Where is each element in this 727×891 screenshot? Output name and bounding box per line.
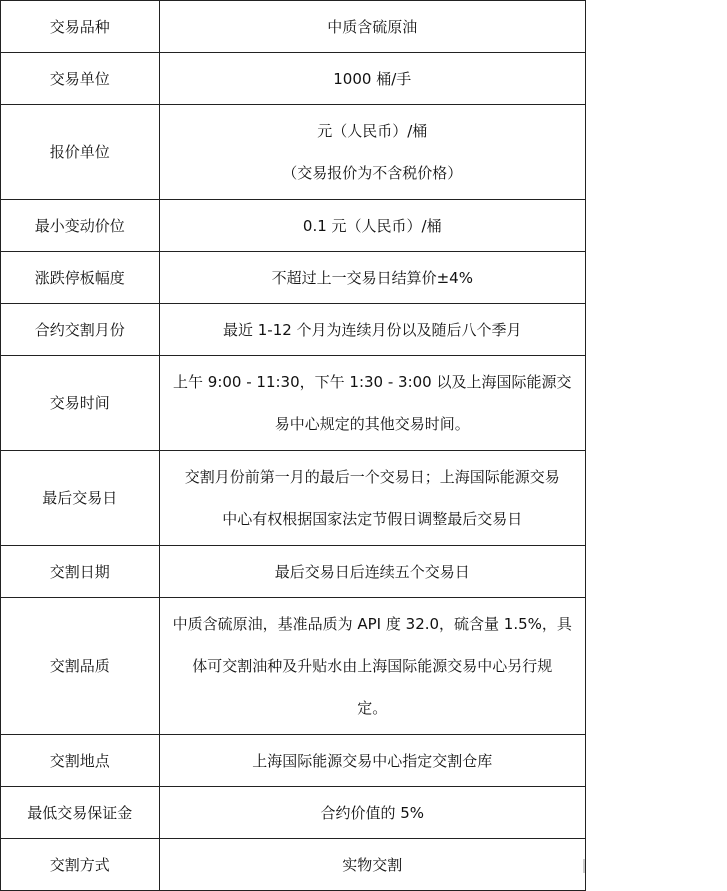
row-value [159, 1, 585, 53]
row-label: 最低交易保证金 [1, 787, 160, 839]
row-value-line: 定。 [357, 699, 388, 717]
row-value [159, 304, 585, 356]
row-value-line: 中心有权根据国家法定节假日调整最后交易日 [222, 510, 523, 528]
row-value [159, 546, 585, 598]
row-value [159, 787, 585, 839]
row-value-line: 实物交割 [342, 855, 403, 874]
row-value-line: 最近 1-12 个月为连续月份以及随后八个季月 [222, 320, 522, 339]
row-value-line: 0.1 元（人民币）/桶 [302, 216, 442, 235]
page-edge-divider [583, 859, 585, 873]
row-value [159, 200, 585, 252]
table-row [1, 598, 586, 735]
table-row [1, 105, 586, 200]
row-label: 交割方式 [1, 839, 160, 891]
table-row [1, 735, 586, 787]
table-row [1, 356, 586, 451]
table-row [1, 787, 586, 839]
table-row [1, 53, 586, 105]
row-label: 交割品质 [1, 598, 160, 735]
row-value-line: 元（人民币）/桶 [317, 122, 428, 140]
row-value-line: 体可交割油种及升贴水由上海国际能源交易中心另行规 [192, 657, 553, 675]
row-value-line: 中质含硫原油 [327, 17, 418, 36]
row-label: 交易时间 [1, 356, 160, 451]
row-value-line: 上海国际能源交易中心指定交割仓库 [252, 751, 493, 770]
row-value-line: 最后交易日后连续五个交易日 [274, 562, 470, 581]
row-value-line: 上午 9:00 - 11:30，下午 1:30 - 3:00 以及上海国际能源交 [173, 373, 572, 391]
row-label: 交易单位 [1, 53, 160, 105]
row-value-line: 不超过上一交易日结算价±4% [271, 268, 473, 287]
row-value-line: （交易报价为不含税价格） [282, 164, 463, 182]
table-row [1, 451, 586, 546]
row-label: 交割日期 [1, 546, 160, 598]
table-row [1, 200, 586, 252]
table-row [1, 1, 586, 53]
row-value [159, 252, 585, 304]
row-label: 报价单位 [1, 105, 160, 200]
row-label: 最后交易日 [1, 451, 160, 546]
row-label: 涨跌停板幅度 [1, 252, 160, 304]
row-value [159, 356, 585, 451]
row-value-line: 易中心规定的其他交易时间。 [274, 415, 470, 433]
row-label: 最小变动价位 [1, 200, 160, 252]
row-value-line: 中质含硫原油，基准品质为 API 度 32.0，硫含量 1.5%，具 [172, 615, 572, 633]
row-label: 交割地点 [1, 735, 160, 787]
row-value [159, 451, 585, 546]
row-value-line: 合约价值的 5% [320, 803, 425, 822]
table-row [1, 839, 586, 891]
row-value [159, 839, 585, 891]
row-label: 交易品种 [1, 1, 160, 53]
row-value [159, 598, 585, 735]
table-row [1, 304, 586, 356]
row-value [159, 105, 585, 200]
table-row [1, 546, 586, 598]
row-label: 合约交割月份 [1, 304, 160, 356]
row-value [159, 735, 585, 787]
row-value-line: 1000 桶/手 [333, 69, 412, 88]
row-value-line: 交割月份前第一月的最后一个交易日；上海国际能源交易 [184, 468, 560, 486]
row-value [159, 53, 585, 105]
table-row [1, 252, 586, 304]
